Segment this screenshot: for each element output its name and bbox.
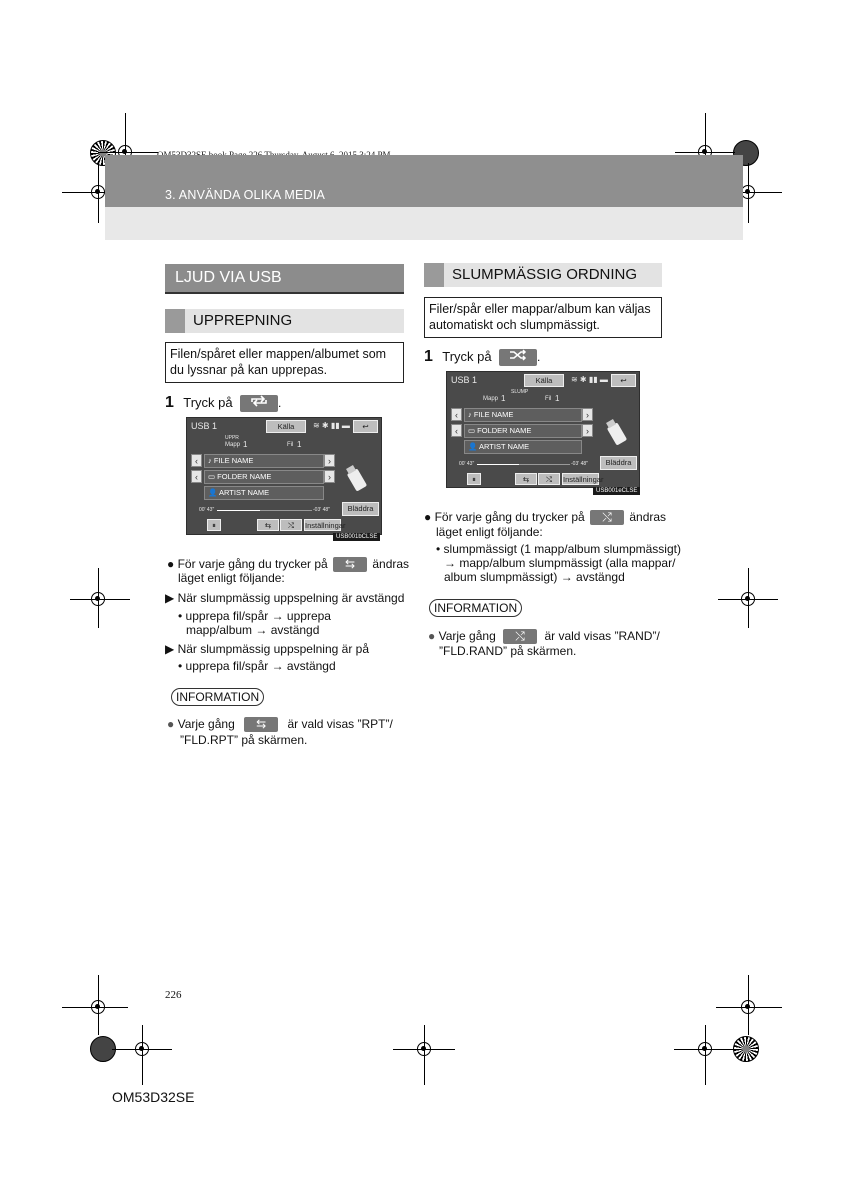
registration-target [741,592,755,606]
progress-fill [477,464,519,465]
back-arrow-icon[interactable]: ↩ [353,420,378,433]
folder-name: FOLDER NAME [217,472,272,481]
mode-indicator: UPPR [225,435,239,441]
shuffle-icon[interactable]: ⤭ [538,473,560,485]
repeat-icon [240,395,278,412]
case-arrow-icon: ▶ [165,642,175,656]
sub-heading-label: SLUMPMÄSSIG ORDNING [452,266,638,283]
file-value: 1 [297,440,302,449]
sub-bullet-dot: • [178,609,183,623]
artist-name: ARTIST NAME [219,488,270,497]
section-title: LJUD VIA USB [165,264,404,292]
case1-text: När slumpmässig uppspelning är avstängd [177,591,405,605]
folder-value: 1 [501,394,506,403]
sub-heading-slumpmassig [424,263,662,287]
information-label: INFORMATION [429,599,522,617]
info-dot: ● [167,717,175,731]
file-label: Fil [287,442,294,448]
info-shuffle [428,629,660,644]
header-sub-bar [105,207,743,240]
next-folder-button[interactable]: › [582,424,593,437]
shuffle-icon[interactable]: ⤭ [280,519,302,531]
bullet-text-post: ändras [372,557,410,571]
screen-caption: USB001eCLSE [593,487,640,495]
step-1 [424,347,540,367]
document-code: OM53D32SE [112,1089,195,1105]
file-name-row[interactable]: ♪ FILE NAME [204,454,324,468]
bullet-shuffle [424,510,666,525]
page-number: 226 [165,989,182,1001]
bullet-text-post: ändras [629,510,667,524]
shuffle-item-line3: album slumpmässigt) → avstängd [444,570,625,584]
sub-heading-marker [424,263,444,287]
artist-row: 👤 ARTIST NAME [204,486,324,500]
status-icons: ≋ ✱ ▮▮ ▬ [313,421,350,430]
prev-folder-button[interactable]: ‹ [191,470,202,483]
intro-box: Filer/spår eller mappar/album kan väljas automatiskt och slumpmässigt. [424,297,662,338]
case1-title [165,591,404,606]
registration-rosette [733,1036,759,1062]
shuffle-icon [499,349,537,366]
chapter-title: 3. ANVÄNDA OLIKA MEDIA [165,188,326,202]
file-label: Fil [545,396,552,402]
bullet-text-pre: För varje gång du trycker på [434,510,585,524]
section-underline [165,292,404,294]
file-name-row[interactable]: ♪ FILE NAME [464,408,582,422]
pause-button[interactable]: ⏸ [207,519,221,531]
file-value: 1 [555,394,560,403]
prev-file-button[interactable]: ‹ [191,454,202,467]
folder-name: FOLDER NAME [477,426,532,435]
sub-bullet-dot: • [436,542,441,556]
step-1 [165,393,281,413]
info-repeat [167,717,393,732]
next-folder-button[interactable]: › [324,470,335,483]
file-name: FILE NAME [473,410,514,419]
next-file-button[interactable]: › [582,408,593,421]
info-text-pre: Varje gång [177,717,235,731]
case1-item-continued: mapp/album → avstängd [186,623,320,637]
progress-fill [217,510,260,511]
status-icons: ≋ ✱ ▮▮ ▬ [571,375,608,384]
screen-source-title: USB 1 [191,421,218,431]
screen-caption: USB001bCLSE [333,533,380,541]
shuffle-item-line1: slumpmässigt (1 mapp/album slumpmässigt) [443,542,681,556]
shuffle-item-line2: → mapp/album slumpmässigt (alla mappar/ [444,556,676,570]
information-label: INFORMATION [171,688,264,706]
step-end: . [536,350,541,364]
artist-row: 👤 ARTIST NAME [464,440,582,454]
registration-target [135,1042,149,1056]
step-text: Tryck på [183,395,233,410]
next-file-button[interactable]: › [324,454,335,467]
bullet-dot: ● [167,557,175,571]
step-number: 1 [165,394,174,411]
info-text-post: är vald visas ”RPT”/ [287,717,393,731]
time-elapsed: 00' 43" [199,507,215,513]
info-text-post: är vald visas ”RAND”/ [544,629,660,643]
step-end: . [277,396,282,410]
registration-target [741,1000,755,1014]
case-arrow-icon: ▶ [165,591,175,605]
browse-button[interactable]: Bläddra [342,502,379,516]
progress-bar [217,510,312,511]
pause-button[interactable]: ⏸ [467,473,481,485]
mode-indicator: SLUMP [511,389,529,395]
folder-value: 1 [243,440,248,449]
file-name: FILE NAME [213,456,254,465]
screen-source-title: USB 1 [451,375,478,385]
time-remaining: -03' 48" [313,507,330,513]
case2-item-text: upprepa fil/spår → avstängd [185,659,336,673]
folder-label: Mapp [225,442,241,448]
sub-bullet-dot: • [178,659,183,673]
progress-bar [477,464,570,465]
shuffle-icon: ⤭ [503,629,537,644]
registration-target [698,1042,712,1056]
case2-text: När slumpmässig uppspelning är på [177,642,370,656]
info-text-pre: Varje gång [438,629,496,643]
folder-name-row[interactable]: ▭ FOLDER NAME [204,470,324,484]
step-text: Tryck på [442,349,492,364]
folder-name-row[interactable]: ▭ FOLDER NAME [464,424,582,438]
usb-stick-icon [345,464,369,494]
prev-file-button[interactable]: ‹ [451,408,462,421]
intro-box: Filen/spåret eller mappen/albumet som du lyssnar på kan upprepas. [165,342,404,383]
back-arrow-icon[interactable]: ↩ [611,374,636,387]
registration-target [741,185,755,199]
registration-target [91,185,105,199]
usb-stick-icon [605,418,629,448]
browse-button[interactable]: Bläddra [600,456,637,470]
folder-label: Mapp [483,396,499,402]
registration-target [417,1042,431,1056]
sub-heading-marker [165,309,185,333]
repeat-icon[interactable]: ⇆ [257,519,279,531]
time-elapsed: 00' 43" [459,461,475,467]
registration-target [91,592,105,606]
time-remaining: -03' 48" [571,461,588,467]
prev-folder-button[interactable]: ‹ [451,424,462,437]
info-dot: ● [428,629,436,643]
shuffle-item [436,542,681,557]
settings-button[interactable]: Inställningar [563,475,604,484]
repeat-icon[interactable]: ⇆ [515,473,537,485]
sub-heading-upprepning [165,309,404,333]
settings-button[interactable]: Inställningar [305,521,346,530]
shuffle-icon: ⤭ [590,510,624,525]
bullet-line2: läget enligt följande: [436,525,543,539]
repeat-icon: ⇆ [244,717,278,732]
source-button[interactable]: Källa [524,374,564,387]
info-line2: ”FLD.RPT” på skärmen. [180,733,308,747]
case2-item [178,659,336,674]
sub-heading-label: UPPREPNING [193,312,293,329]
usb-screen-repeat [186,417,382,535]
registration-target [91,1000,105,1014]
usb-screen-shuffle [446,371,640,488]
bullet-line2: läget enligt följande: [178,571,285,585]
info-line2: ”FLD.RAND” på skärmen. [439,644,577,658]
bullet-dot: ● [424,510,432,524]
bullet-text-pre: För varje gång du trycker på [177,557,328,571]
step-number: 1 [424,348,433,365]
case1-item-a: upprepa fil/spår → upprepa [185,609,331,623]
source-button[interactable]: Källa [266,420,306,433]
case2-title [165,642,369,657]
repeat-icon: ⇆ [333,557,367,572]
artist-name: ARTIST NAME [479,442,530,451]
case1-item [178,609,331,624]
